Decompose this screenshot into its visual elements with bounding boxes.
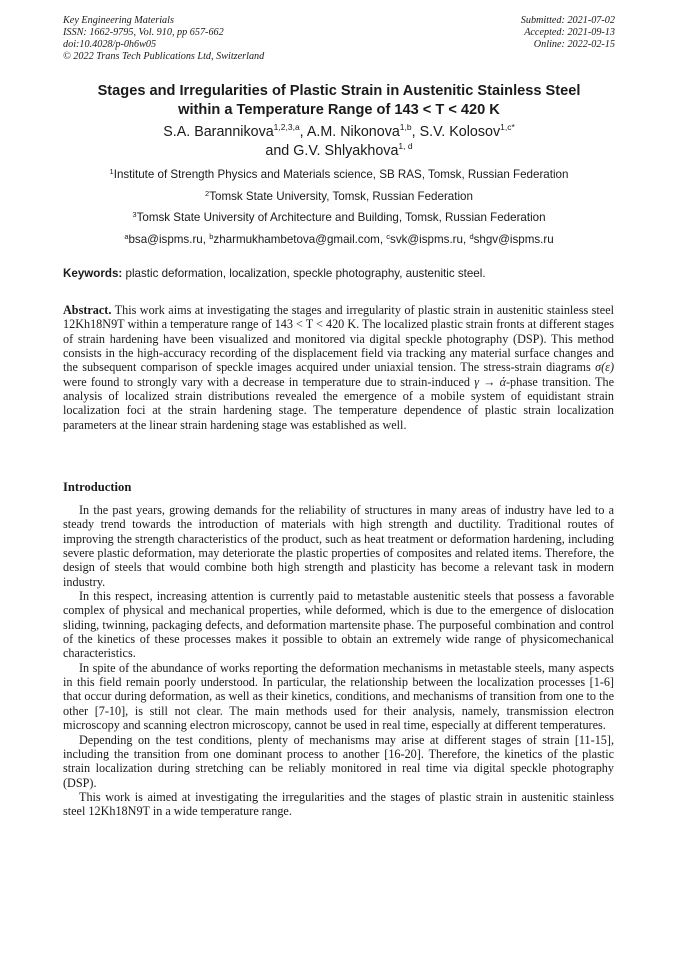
email-link[interactable]: zharmukhambetova@gmail.com — [213, 233, 380, 246]
author-name: G.V. Shlyakhova — [293, 143, 399, 159]
author-affil-sup: 1, d — [398, 141, 413, 151]
journal-name: Key Engineering Materials — [63, 15, 174, 26]
author-name: A.M. Nikonova — [306, 124, 400, 140]
abstract-text: -phase transition. The analysis of localized strain distributions revealed the emergence of a mobile system of equidistant strain localization foci at the strain hardening stage. The temperature dependence of plastic strain localization parameters at the linear strain hardening stage was established as well. — [63, 374, 615, 432]
affiliation-sup: 3 — [132, 210, 137, 219]
affiliation-sup: 1 — [109, 167, 114, 176]
keywords-text: plastic deformation, localization, speckle photography, austenitic steel. — [125, 267, 486, 280]
doi: doi:10.4028/p-0h6w05 — [63, 39, 157, 50]
author-list: S.A. Barannikova$^{1,2,3,a}$, A.M. Nikonova$^{1,b}$, S.V. Kolosov$^{1,c*}$ and G.V. Shlyakhova$^{1, d}$ — [163, 122, 515, 159]
abstract-label: Abstract. — [63, 303, 112, 317]
affiliation-3 — [40, 211, 638, 225]
email-sup: b — [209, 232, 214, 241]
email-sup: c — [386, 232, 391, 241]
affiliation-text: Institute of Strength Physics and Materials science, SB RAS, Tomsk, Russian Federation — [113, 168, 569, 181]
section-heading-introduction: Introduction — [63, 480, 132, 494]
keywords — [63, 267, 623, 281]
accepted-date: Accepted: 2021-09-13 — [524, 27, 615, 38]
abstract-text: This work aims at investigating the stages and irregularity of plastic strain in austenitic stainless steel 12Kh18N9T within a temperature range of 143 < T < 420 K. The localized plastic strain fronts at different stages of strain hardening have been visualized and monitored via digital speckle photography (DSP). This method consists in the high-accuracy recording of the displacement field via tracking any material surface changes and the subsequent comparison of speckle images acquired under uniaxial tension. The stress-strain diagrams — [63, 303, 614, 375]
paper-title — [40, 82, 638, 120]
author-affil-sup: 1,c* — [500, 122, 515, 132]
keywords-label: Keywords: — [63, 267, 123, 280]
introduction-paragraph: In the past years, growing demands for the reliability of structures in many areas of industry have led to a steady trend towards the introduction of materials with high strength and ductility. Traditional routes of improving the strength characteristics of the product, such as heat treatment or deformation hardening, including severe plastic deformation, may deteriorate the plastic properties of composites and related items. Therefore, the design of steels that would combine both high strength and plasticity has become a relevant task in modern industry. — [63, 503, 614, 589]
author-affil-sup: 1,b — [399, 122, 412, 132]
email-link[interactable]: shgv@ispms.ru — [473, 233, 554, 246]
author-affil-sup: 1,2,3,a — [273, 122, 300, 132]
online-date: Online: 2022-02-15 — [533, 39, 615, 50]
affiliation-2 — [40, 190, 638, 204]
email-link[interactable]: svk@ispms.ru — [390, 233, 463, 246]
publication-dates — [521, 15, 615, 51]
stress-strain-formula: σ(ε) — [595, 360, 615, 375]
introduction-paragraph: In spite of the abundance of works reporting the deformation mechanisms in metastable steels, many aspects in this field remain poorly understood. In particular, the relationship between the localization processes [1-6] that occur during deformation, as well as their kinetics, conditions, and mechanisms of transition from one to the other [7-10], is still not clear. The main methods used for their analysis, namely, transmission electron microscopy and scanning electron microscopy, cannot be used in real time, especially at different temperatures. — [63, 660, 614, 733]
email-sup: d — [469, 232, 474, 241]
email-sup: a — [124, 232, 129, 241]
title-line-2: within a Temperature Range of 143 < T < 420 K — [178, 102, 500, 118]
journal-info — [63, 15, 264, 63]
phase-transition-formula: γ → ά — [474, 374, 506, 389]
issn-line: ISSN: 1662-9795, Vol. 910, pp 657-662 — [63, 27, 224, 38]
introduction-paragraph: Depending on the test conditions, plenty of mechanisms may arise at different stages of strain [11-15], including the transition from one dominant process to another [16-20]. Therefore, the kinetics of the plastic strain localization during stretching can be reliably monitored in real time via digital speckle photography (DSP). — [63, 732, 614, 790]
affiliation-text: Tomsk State University of Architecture and Building, Tomsk, Russian Federation — [136, 211, 546, 224]
affiliation-1 — [40, 168, 638, 182]
author-joiner: and — [265, 143, 290, 159]
submitted-date: Submitted: 2021-07-02 — [520, 15, 615, 26]
introduction-paragraph: In this respect, increasing attention is currently paid to metastable austenitic steels that possess a favorable complex of physical and mechanical properties, while deformed, which is due to the emergence of dislocation sliding, twinning, packaging defects, and deformation martensite phase. The purposeful combination and control of the kinetics of these processes makes it possible to obtain an extremely wide range of physicomechanical characteristics. — [63, 589, 614, 661]
affiliation-sup: 2 — [205, 189, 210, 198]
title-line-1: Stages and Irregularities of Plastic Strain in Austenitic Stainless Steel — [97, 83, 581, 99]
author-name: S.V. Kolosov — [419, 124, 501, 140]
introduction-paragraph: This work is aimed at investigating the irregularities and the stages of plastic strain in austenitic stainless steel 12Kh18N9T in a wide temperature range. — [63, 789, 614, 819]
abstract-text: were found to strongly vary with a decrease in temperature due to strain-induced — [63, 374, 471, 389]
affiliation-text: Tomsk State University, Tomsk, Russian Federation — [209, 190, 473, 203]
abstract — [63, 303, 614, 432]
author-name: S.A. Barannikova — [163, 124, 274, 140]
email-line: $^a$bsa@ispms.ru, $^b$zharmukhambetova@gmail.com, $^c$svk@ispms.ru, $^d$shgv@ispms.ru — [124, 232, 554, 246]
email-link[interactable]: bsa@ispms.ru — [128, 233, 203, 246]
introduction-body — [63, 503, 614, 819]
copyright: © 2022 Trans Tech Publications Ltd, Switzerland — [63, 51, 265, 62]
